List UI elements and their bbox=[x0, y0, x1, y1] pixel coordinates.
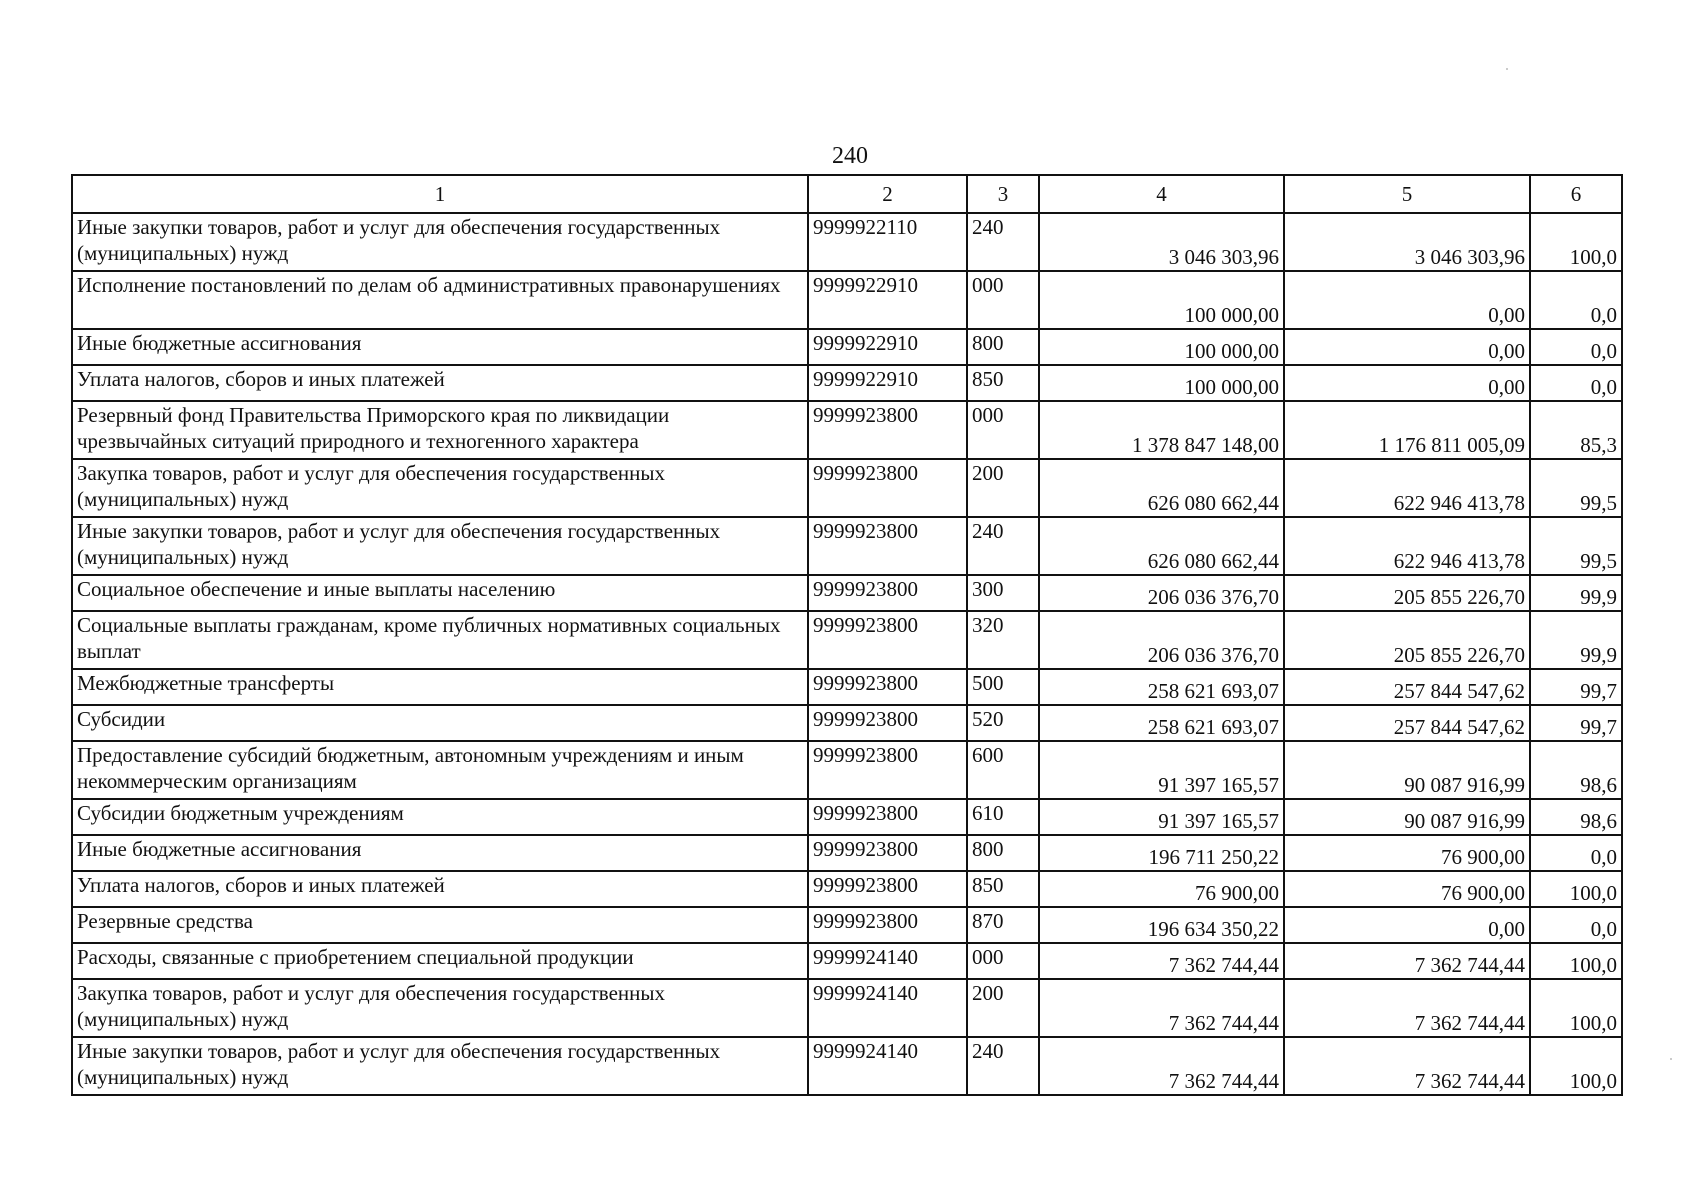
executed-amount: 0,00 bbox=[1284, 271, 1530, 329]
expense-type-code: 200 bbox=[967, 979, 1039, 1037]
planned-amount: 1 378 847 148,00 bbox=[1039, 401, 1284, 459]
table-row bbox=[72, 517, 1622, 575]
planned-amount: 3 046 303,96 bbox=[1039, 213, 1284, 271]
table-row bbox=[72, 213, 1622, 271]
expense-type-code: 610 bbox=[967, 799, 1039, 835]
expense-name: Резервный фонд Правительства Приморского края по ликвидации чрезвычайных ситуаций природного и техногенного характера bbox=[72, 401, 808, 459]
expense-type-code: 240 bbox=[967, 517, 1039, 575]
target-article-code: 9999923800 bbox=[808, 741, 967, 799]
planned-amount: 196 711 250,22 bbox=[1039, 835, 1284, 871]
expense-name: Иные закупки товаров, работ и услуг для обеспечения государственных (муниципальных) нужд bbox=[72, 213, 808, 271]
target-article-code: 9999923800 bbox=[808, 611, 967, 669]
expense-name: Иные бюджетные ассигнования bbox=[72, 835, 808, 871]
expense-name: Субсидии бюджетным учреждениям bbox=[72, 799, 808, 835]
executed-amount: 1 176 811 005,09 bbox=[1284, 401, 1530, 459]
expense-name: Закупка товаров, работ и услуг для обеспечения государственных (муниципальных) нужд bbox=[72, 459, 808, 517]
column-header: 2 bbox=[808, 175, 967, 213]
execution-percent: 0,0 bbox=[1530, 835, 1622, 871]
planned-amount: 100 000,00 bbox=[1039, 329, 1284, 365]
target-article-code: 9999923800 bbox=[808, 907, 967, 943]
table-row bbox=[72, 459, 1622, 517]
expense-type-code: 240 bbox=[967, 1037, 1039, 1095]
table-row bbox=[72, 365, 1622, 401]
execution-percent: 98,6 bbox=[1530, 741, 1622, 799]
planned-amount: 626 080 662,44 bbox=[1039, 459, 1284, 517]
execution-percent: 98,6 bbox=[1530, 799, 1622, 835]
expense-type-code: 200 bbox=[967, 459, 1039, 517]
execution-percent: 0,0 bbox=[1530, 271, 1622, 329]
target-article-code: 9999923800 bbox=[808, 669, 967, 705]
expense-name: Субсидии bbox=[72, 705, 808, 741]
expense-type-code: 300 bbox=[967, 575, 1039, 611]
table-row bbox=[72, 871, 1622, 907]
execution-percent: 0,0 bbox=[1530, 329, 1622, 365]
table-row bbox=[72, 979, 1622, 1037]
table-row bbox=[72, 943, 1622, 979]
target-article-code: 9999924140 bbox=[808, 1037, 967, 1095]
execution-percent: 100,0 bbox=[1530, 979, 1622, 1037]
executed-amount: 76 900,00 bbox=[1284, 871, 1530, 907]
target-article-code: 9999922910 bbox=[808, 329, 967, 365]
executed-amount: 7 362 744,44 bbox=[1284, 943, 1530, 979]
execution-percent: 0,0 bbox=[1530, 907, 1622, 943]
target-article-code: 9999923800 bbox=[808, 401, 967, 459]
expense-type-code: 240 bbox=[967, 213, 1039, 271]
planned-amount: 91 397 165,57 bbox=[1039, 799, 1284, 835]
executed-amount: 622 946 413,78 bbox=[1284, 459, 1530, 517]
execution-percent: 100,0 bbox=[1530, 213, 1622, 271]
table-row bbox=[72, 611, 1622, 669]
execution-percent: 99,9 bbox=[1530, 611, 1622, 669]
table-row bbox=[72, 741, 1622, 799]
table-row bbox=[72, 835, 1622, 871]
target-article-code: 9999924140 bbox=[808, 943, 967, 979]
execution-percent: 100,0 bbox=[1530, 1037, 1622, 1095]
planned-amount: 100 000,00 bbox=[1039, 271, 1284, 329]
target-article-code: 9999923800 bbox=[808, 799, 967, 835]
target-article-code: 9999922910 bbox=[808, 271, 967, 329]
execution-percent: 99,7 bbox=[1530, 705, 1622, 741]
column-header: 1 bbox=[72, 175, 808, 213]
table-row bbox=[72, 907, 1622, 943]
executed-amount: 622 946 413,78 bbox=[1284, 517, 1530, 575]
planned-amount: 7 362 744,44 bbox=[1039, 979, 1284, 1037]
page-number: 240 bbox=[832, 143, 868, 169]
expense-name: Иные закупки товаров, работ и услуг для обеспечения государственных (муниципальных) нужд bbox=[72, 517, 808, 575]
executed-amount: 0,00 bbox=[1284, 365, 1530, 401]
table-row bbox=[72, 1037, 1622, 1095]
planned-amount: 206 036 376,70 bbox=[1039, 575, 1284, 611]
expense-type-code: 000 bbox=[967, 271, 1039, 329]
planned-amount: 258 621 693,07 bbox=[1039, 705, 1284, 741]
expense-name: Межбюджетные трансферты bbox=[72, 669, 808, 705]
expense-type-code: 000 bbox=[967, 401, 1039, 459]
execution-percent: 99,7 bbox=[1530, 669, 1622, 705]
expense-name: Иные закупки товаров, работ и услуг для обеспечения государственных (муниципальных) нужд bbox=[72, 1037, 808, 1095]
expense-type-code: 320 bbox=[967, 611, 1039, 669]
expense-type-code: 500 bbox=[967, 669, 1039, 705]
expense-name: Социальные выплаты гражданам, кроме публичных нормативных социальных выплат bbox=[72, 611, 808, 669]
execution-percent: 99,5 bbox=[1530, 459, 1622, 517]
column-header: 4 bbox=[1039, 175, 1284, 213]
planned-amount: 196 634 350,22 bbox=[1039, 907, 1284, 943]
execution-percent: 99,5 bbox=[1530, 517, 1622, 575]
target-article-code: 9999923800 bbox=[808, 705, 967, 741]
expense-name: Социальное обеспечение и иные выплаты населению bbox=[72, 575, 808, 611]
planned-amount: 100 000,00 bbox=[1039, 365, 1284, 401]
target-article-code: 9999923800 bbox=[808, 575, 967, 611]
execution-percent: 100,0 bbox=[1530, 871, 1622, 907]
expense-type-code: 850 bbox=[967, 871, 1039, 907]
expense-type-code: 000 bbox=[967, 943, 1039, 979]
expense-name: Расходы, связанные с приобретением специальной продукции bbox=[72, 943, 808, 979]
executed-amount: 257 844 547,62 bbox=[1284, 669, 1530, 705]
executed-amount: 205 855 226,70 bbox=[1284, 575, 1530, 611]
target-article-code: 9999923800 bbox=[808, 517, 967, 575]
table-row bbox=[72, 271, 1622, 329]
execution-percent: 85,3 bbox=[1530, 401, 1622, 459]
table-row bbox=[72, 705, 1622, 741]
target-article-code: 9999922110 bbox=[808, 213, 967, 271]
table-row bbox=[72, 329, 1622, 365]
expense-name: Уплата налогов, сборов и иных платежей bbox=[72, 365, 808, 401]
table-row bbox=[72, 799, 1622, 835]
planned-amount: 7 362 744,44 bbox=[1039, 943, 1284, 979]
planned-amount: 206 036 376,70 bbox=[1039, 611, 1284, 669]
expense-type-code: 800 bbox=[967, 329, 1039, 365]
executed-amount: 257 844 547,62 bbox=[1284, 705, 1530, 741]
expense-type-code: 870 bbox=[967, 907, 1039, 943]
table-row bbox=[72, 575, 1622, 611]
target-article-code: 9999924140 bbox=[808, 979, 967, 1037]
table-header-row bbox=[72, 175, 1622, 213]
scan-speck bbox=[1670, 1058, 1672, 1060]
planned-amount: 626 080 662,44 bbox=[1039, 517, 1284, 575]
target-article-code: 9999923800 bbox=[808, 871, 967, 907]
executed-amount: 3 046 303,96 bbox=[1284, 213, 1530, 271]
execution-percent: 100,0 bbox=[1530, 943, 1622, 979]
planned-amount: 7 362 744,44 bbox=[1039, 1037, 1284, 1095]
executed-amount: 76 900,00 bbox=[1284, 835, 1530, 871]
budget-execution-table bbox=[71, 174, 1623, 1096]
executed-amount: 90 087 916,99 bbox=[1284, 741, 1530, 799]
executed-amount: 0,00 bbox=[1284, 329, 1530, 365]
expense-name: Резервные средства bbox=[72, 907, 808, 943]
expense-name: Закупка товаров, работ и услуг для обеспечения государственных (муниципальных) нужд bbox=[72, 979, 808, 1037]
expense-type-code: 850 bbox=[967, 365, 1039, 401]
table-row bbox=[72, 401, 1622, 459]
column-header: 6 bbox=[1530, 175, 1622, 213]
column-header: 3 bbox=[967, 175, 1039, 213]
planned-amount: 76 900,00 bbox=[1039, 871, 1284, 907]
expense-name: Предоставление субсидий бюджетным, автономным учреждениям и иным некоммерческим организациям bbox=[72, 741, 808, 799]
expense-type-code: 600 bbox=[967, 741, 1039, 799]
scan-speck bbox=[1506, 68, 1508, 70]
execution-percent: 99,9 bbox=[1530, 575, 1622, 611]
executed-amount: 90 087 916,99 bbox=[1284, 799, 1530, 835]
planned-amount: 91 397 165,57 bbox=[1039, 741, 1284, 799]
expense-type-code: 520 bbox=[967, 705, 1039, 741]
target-article-code: 9999923800 bbox=[808, 459, 967, 517]
executed-amount: 0,00 bbox=[1284, 907, 1530, 943]
executed-amount: 205 855 226,70 bbox=[1284, 611, 1530, 669]
expense-name: Уплата налогов, сборов и иных платежей bbox=[72, 871, 808, 907]
expense-name: Исполнение постановлений по делам об административных правонарушениях bbox=[72, 271, 808, 329]
target-article-code: 9999922910 bbox=[808, 365, 967, 401]
expense-name: Иные бюджетные ассигнования bbox=[72, 329, 808, 365]
execution-percent: 0,0 bbox=[1530, 365, 1622, 401]
table-row bbox=[72, 669, 1622, 705]
column-header: 5 bbox=[1284, 175, 1530, 213]
target-article-code: 9999923800 bbox=[808, 835, 967, 871]
executed-amount: 7 362 744,44 bbox=[1284, 979, 1530, 1037]
planned-amount: 258 621 693,07 bbox=[1039, 669, 1284, 705]
executed-amount: 7 362 744,44 bbox=[1284, 1037, 1530, 1095]
expense-type-code: 800 bbox=[967, 835, 1039, 871]
